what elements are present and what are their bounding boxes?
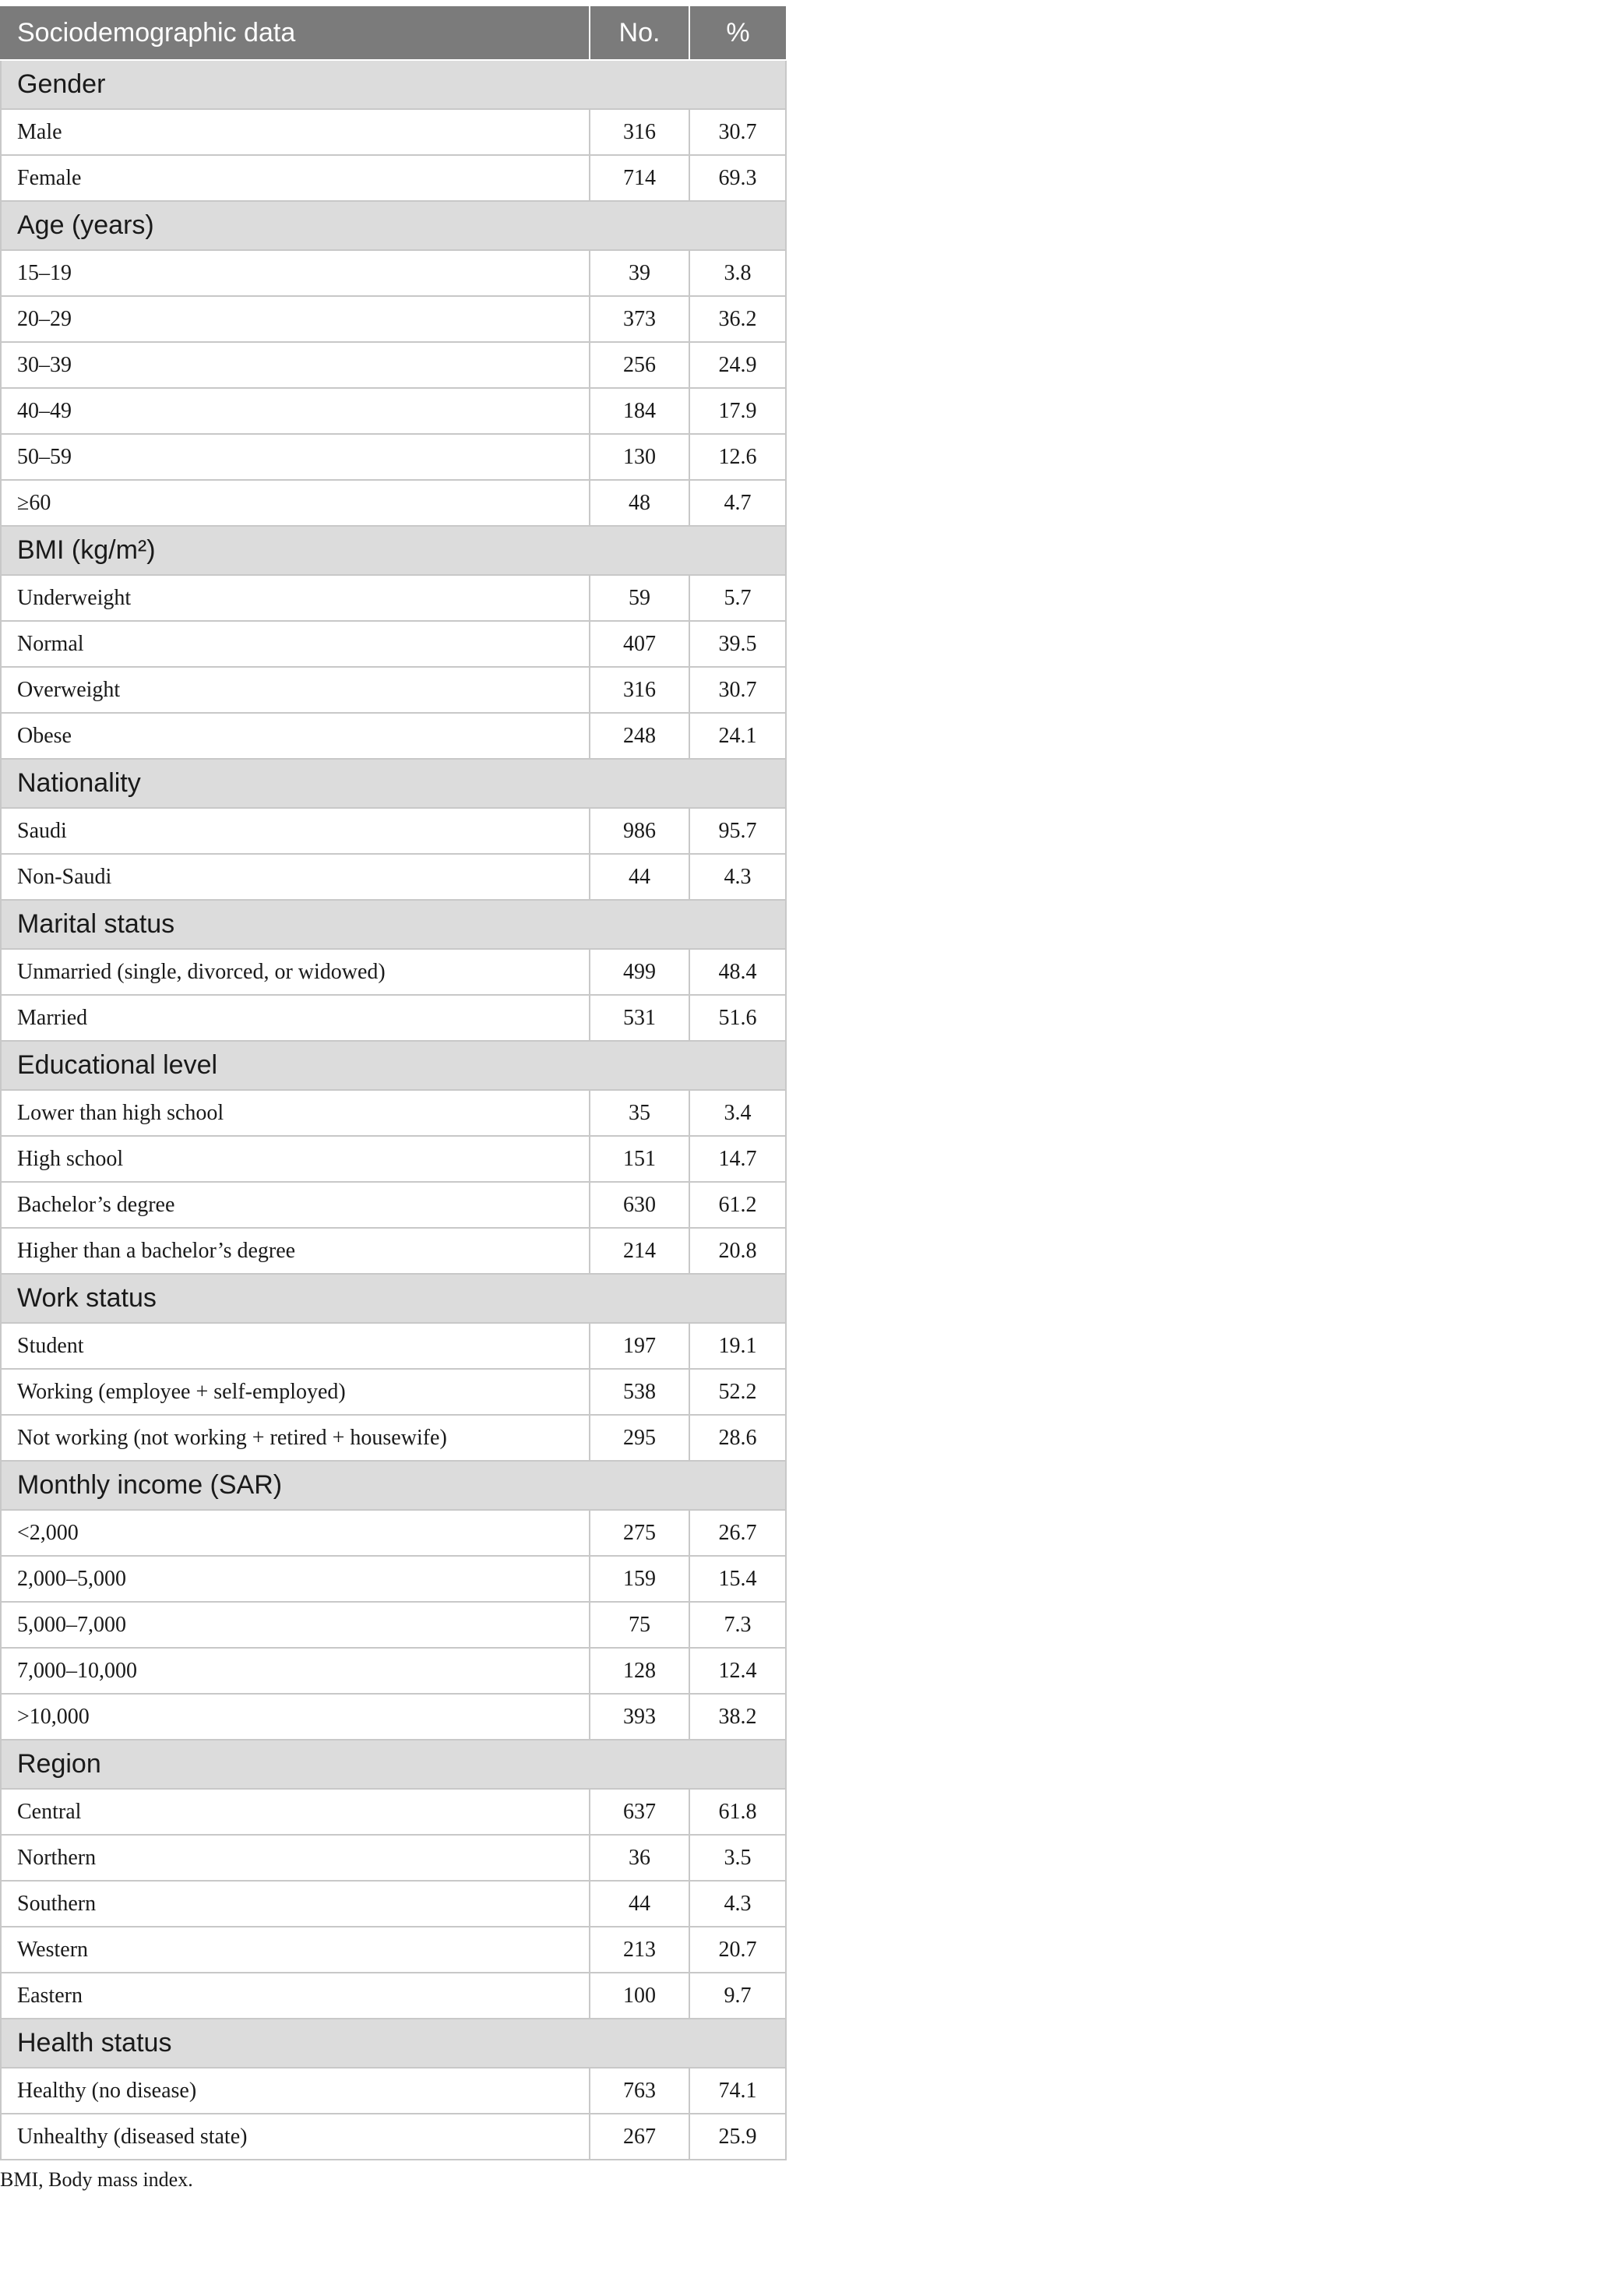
row-count: 128 [590,1648,689,1694]
row-percent: 20.7 [689,1927,786,1973]
table-row [1,1694,786,1740]
row-percent: 3.8 [689,250,786,296]
row-percent: 12.4 [689,1648,786,1694]
row-count: 256 [590,342,689,388]
table-row [1,1323,786,1369]
row-percent: 3.5 [689,1835,786,1881]
table-footnote: BMI, Body mass index. [0,2168,193,2191]
row-count: 197 [590,1323,689,1369]
table-row [1,2114,786,2160]
group-title: BMI (kg/m²) [1,526,786,575]
table-row [1,342,786,388]
row-percent: 36.2 [689,296,786,342]
table-row [1,388,786,434]
table-row [1,1789,786,1835]
table-row [1,1415,786,1461]
row-label: 30–39 [1,342,590,388]
group-title: Gender [1,60,786,109]
column-header-row [1,6,786,60]
table-row [1,808,786,854]
row-percent: 38.2 [689,1694,786,1740]
row-label: Bachelor’s degree [1,1182,590,1228]
row-percent: 24.1 [689,713,786,759]
table-row [1,1510,786,1556]
row-label: Student [1,1323,590,1369]
row-label: Normal [1,621,590,667]
row-percent: 12.6 [689,434,786,480]
row-label: Non-Saudi [1,854,590,900]
row-percent: 19.1 [689,1323,786,1369]
row-count: 714 [590,155,689,201]
row-count: 538 [590,1369,689,1415]
row-label: >10,000 [1,1694,590,1740]
group-header-row [1,526,786,575]
row-count: 763 [590,2068,689,2114]
row-count: 59 [590,575,689,621]
table-row [1,949,786,995]
group-header-row [1,201,786,250]
group-header-row [1,60,786,109]
row-label: <2,000 [1,1510,590,1556]
row-count: 44 [590,854,689,900]
table-body [1,60,786,2160]
table-row [1,713,786,759]
row-percent: 4.7 [689,480,786,526]
table-row [1,296,786,342]
row-label: 2,000–5,000 [1,1556,590,1602]
row-label: Healthy (no disease) [1,2068,590,2114]
group-title: Monthly income (SAR) [1,1461,786,1510]
row-count: 248 [590,713,689,759]
row-count: 214 [590,1228,689,1274]
row-percent: 17.9 [689,388,786,434]
row-count: 373 [590,296,689,342]
row-label: 20–29 [1,296,590,342]
row-count: 267 [590,2114,689,2160]
row-label: Not working (not working + retired + housewife) [1,1415,590,1461]
group-title: Age (years) [1,201,786,250]
row-label: ≥60 [1,480,590,526]
row-label: Married [1,995,590,1041]
row-count: 151 [590,1136,689,1182]
table-row [1,1136,786,1182]
row-label: Underweight [1,575,590,621]
row-count: 35 [590,1090,689,1136]
table-row [1,1556,786,1602]
row-count: 213 [590,1927,689,1973]
table-row [1,1973,786,2019]
row-percent: 7.3 [689,1602,786,1648]
group-title: Educational level [1,1041,786,1090]
row-count: 159 [590,1556,689,1602]
row-percent: 30.7 [689,667,786,713]
table-row [1,1927,786,1973]
row-percent: 51.6 [689,995,786,1041]
row-count: 316 [590,109,689,155]
row-count: 36 [590,1835,689,1881]
table-row [1,434,786,480]
row-label: 15–19 [1,250,590,296]
group-header-row [1,759,786,808]
table-row [1,480,786,526]
row-percent: 30.7 [689,109,786,155]
table-row [1,1182,786,1228]
row-count: 75 [590,1602,689,1648]
group-title: Region [1,1740,786,1789]
table-row [1,1090,786,1136]
row-count: 393 [590,1694,689,1740]
table-container [0,6,785,2192]
row-percent: 61.2 [689,1182,786,1228]
row-count: 316 [590,667,689,713]
group-header-row [1,2019,786,2068]
column-header-label: Sociodemographic data [1,6,590,60]
table-row [1,1881,786,1927]
row-count: 44 [590,1881,689,1927]
row-count: 48 [590,480,689,526]
row-label: Higher than a bachelor’s degree [1,1228,590,1274]
row-percent: 5.7 [689,575,786,621]
row-label: Obese [1,713,590,759]
row-label: Saudi [1,808,590,854]
row-label: High school [1,1136,590,1182]
row-label: Western [1,1927,590,1973]
sociodemographic-table [0,6,787,2160]
row-percent: 28.6 [689,1415,786,1461]
row-count: 39 [590,250,689,296]
table-row [1,1835,786,1881]
row-percent: 69.3 [689,155,786,201]
table-row [1,1648,786,1694]
row-percent: 61.8 [689,1789,786,1835]
row-label: Female [1,155,590,201]
row-label: 5,000–7,000 [1,1602,590,1648]
row-label: 50–59 [1,434,590,480]
row-percent: 9.7 [689,1973,786,2019]
table-row [1,575,786,621]
row-percent: 4.3 [689,854,786,900]
table-row [1,250,786,296]
row-label: Eastern [1,1973,590,2019]
row-count: 184 [590,388,689,434]
group-header-row [1,1461,786,1510]
row-percent: 4.3 [689,1881,786,1927]
row-percent: 74.1 [689,2068,786,2114]
row-percent: 25.9 [689,2114,786,2160]
row-count: 531 [590,995,689,1041]
table-row [1,155,786,201]
row-label: Southern [1,1881,590,1927]
group-title: Work status [1,1274,786,1323]
row-count: 407 [590,621,689,667]
row-label: Overweight [1,667,590,713]
table-row [1,995,786,1041]
table-row [1,1228,786,1274]
row-count: 637 [590,1789,689,1835]
row-percent: 3.4 [689,1090,786,1136]
column-header-pct: % [689,6,786,60]
row-percent: 26.7 [689,1510,786,1556]
row-label: Working (employee + self-employed) [1,1369,590,1415]
table-row [1,1369,786,1415]
group-header-row [1,1740,786,1789]
row-percent: 95.7 [689,808,786,854]
row-percent: 20.8 [689,1228,786,1274]
row-count: 295 [590,1415,689,1461]
group-header-row [1,900,786,949]
row-percent: 52.2 [689,1369,786,1415]
row-label: Unhealthy (diseased state) [1,2114,590,2160]
row-label: Central [1,1789,590,1835]
group-header-row [1,1041,786,1090]
table-row [1,854,786,900]
table-row [1,667,786,713]
row-count: 100 [590,1973,689,2019]
row-label: Unmarried (single, divorced, or widowed) [1,949,590,995]
row-percent: 15.4 [689,1556,786,1602]
row-count: 986 [590,808,689,854]
table-row [1,109,786,155]
table-row [1,2068,786,2114]
row-percent: 14.7 [689,1136,786,1182]
row-count: 630 [590,1182,689,1228]
column-header-no: No. [590,6,689,60]
row-label: Lower than high school [1,1090,590,1136]
row-label: 40–49 [1,388,590,434]
row-percent: 39.5 [689,621,786,667]
row-label: 7,000–10,000 [1,1648,590,1694]
table-row [1,1602,786,1648]
row-label: Northern [1,1835,590,1881]
row-count: 499 [590,949,689,995]
table-row [1,621,786,667]
row-percent: 24.9 [689,342,786,388]
row-count: 130 [590,434,689,480]
row-count: 275 [590,1510,689,1556]
group-title: Health status [1,2019,786,2068]
row-label: Male [1,109,590,155]
group-header-row [1,1274,786,1323]
row-percent: 48.4 [689,949,786,995]
group-title: Nationality [1,759,786,808]
group-title: Marital status [1,900,786,949]
